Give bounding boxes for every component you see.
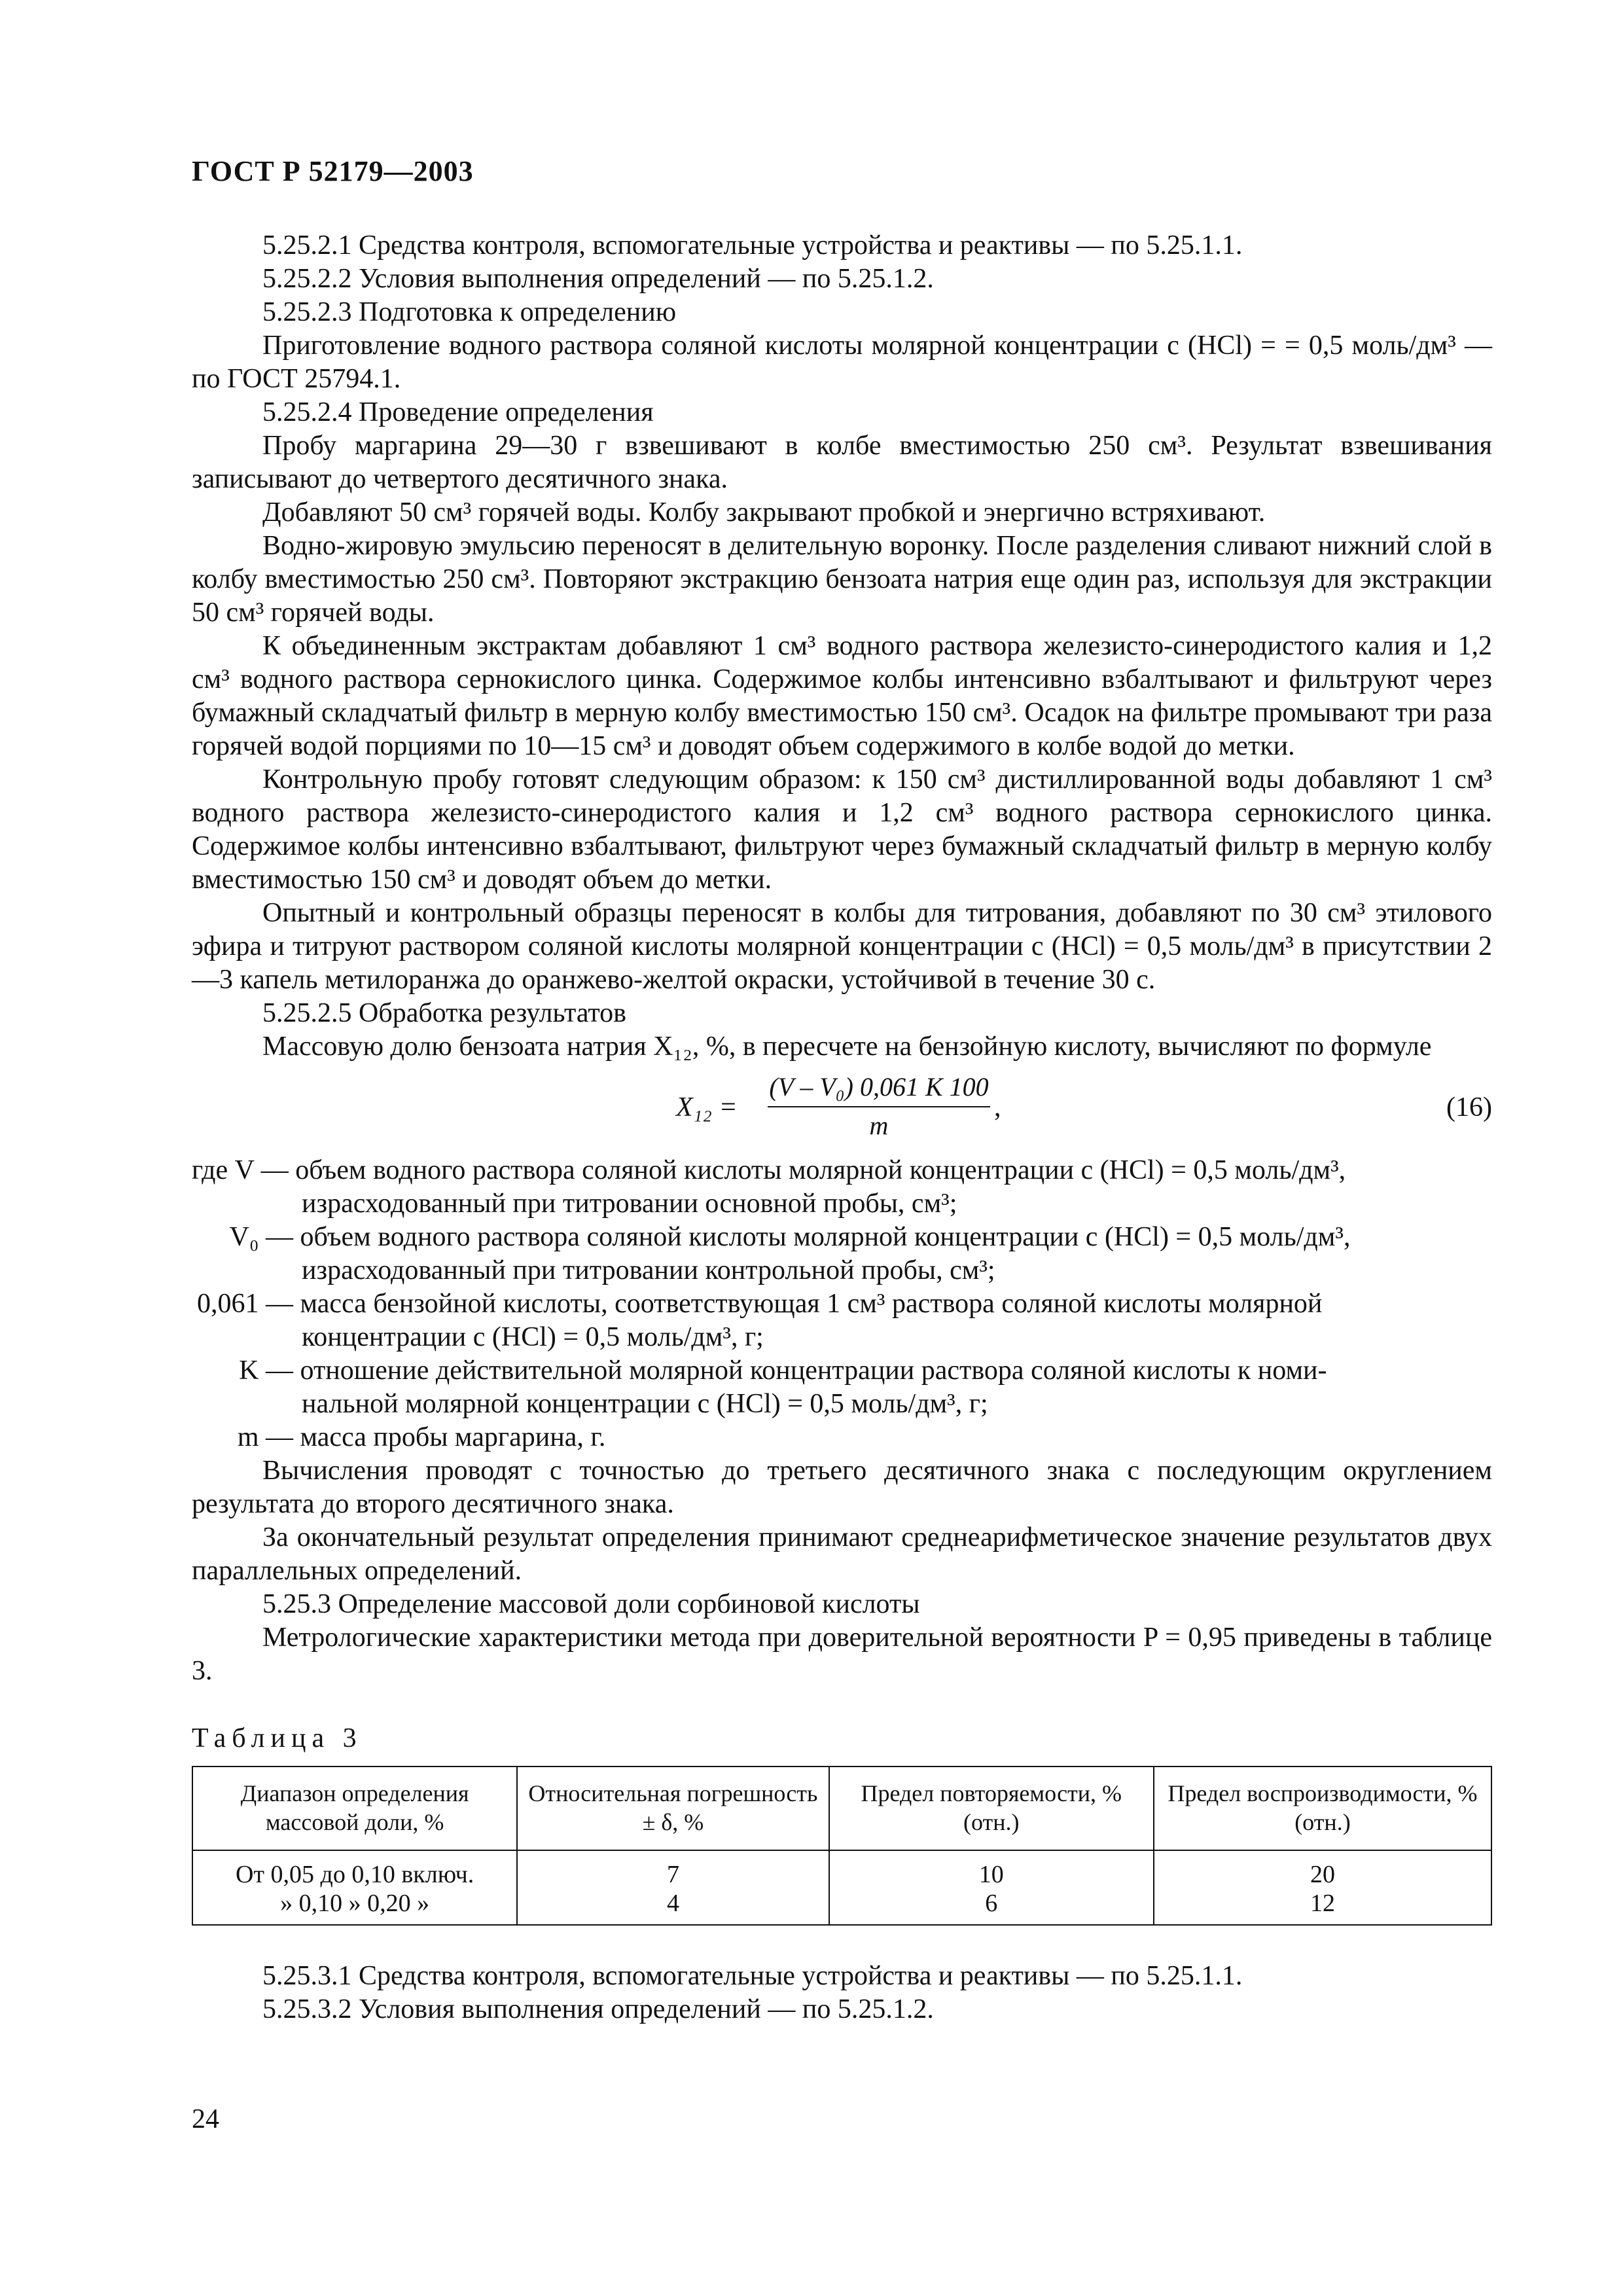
definition-continuation: концентрации c (HCl) = 0,5 моль/дм³, г; bbox=[302, 1322, 764, 1352]
paragraph: Опытный и контрольный образцы переносят в колбы для титрования, добавляют по 30 см³ этилового эфира и титруют раствором соляной кислоты молярной концентрации c (HCl) = 0,5 моль/дм³ в присутствии 2—3 капель метилоранжа до оранжево-желтой окраски, устойчивой в течение 30 с. bbox=[192, 898, 1492, 995]
table-caption: Таблица 3 bbox=[192, 1723, 363, 1753]
paragraph: Метрологические характеристики метода при доверительной вероятности P = 0,95 приведены в таблице 3. bbox=[192, 1623, 1492, 1686]
variable-definitions bbox=[192, 1154, 1492, 1454]
table-cell: 7 bbox=[517, 1850, 829, 1889]
paragraph: Контрольную пробу готовят следующим образом: к 150 см³ дистиллированной воды добавляют 1 см³ водного раствора железисто-синеродистого калия и 1,2 см³ водного раствора сернокислого цинка. Содержимое колбы интенсивно взбалтывают, фильтруют через бумажный складчатый фильтр в мерную колбу вместимостью 150 см³ и доводят объем до метки. bbox=[192, 764, 1492, 895]
formula-lhs: X₁₂ = bbox=[676, 1092, 738, 1122]
table-header-cell: Предел воспроизводимости, % (отн.) bbox=[1154, 1767, 1491, 1850]
table-cell: 4 bbox=[517, 1889, 829, 1925]
table-cell: 6 bbox=[829, 1889, 1154, 1925]
table-header-cell: Диапазон определения массовой доли, % bbox=[192, 1767, 517, 1850]
definition-text: объем водного раствора соляной кислоты молярной концентрации c (HCl) = 0,5 моль/дм³, bbox=[300, 1222, 1351, 1252]
definition-symbol: m — bbox=[237, 1422, 293, 1452]
table-cell: » 0,10 » 0,20 » bbox=[192, 1889, 517, 1925]
paragraph: За окончательный результат определения принимают среднеарифметическое значение результатов двух параллельных определений. bbox=[192, 1522, 1492, 1586]
paragraph: 5.25.3.2 Условия выполнения определений — по 5.25.1.2. bbox=[262, 1994, 934, 2024]
paragraph: 5.25.3.1 Средства контроля, вспомогательные устройства и реактивы — по 5.25.1.1. bbox=[262, 1961, 1243, 1991]
table-header-row bbox=[192, 1767, 1491, 1850]
table-header-cell: Относительная погрешность ± δ, % bbox=[517, 1767, 829, 1850]
definition-row bbox=[192, 1421, 1492, 1454]
definition-continuation: нальной молярной концентрации c (HCl) = 0,5 моль/дм³, г; bbox=[302, 1389, 988, 1419]
definition-text: отношение действительной молярной концентрации раствора соляной кислоты к номи- bbox=[300, 1355, 1327, 1386]
definition-continuation: израсходованный при титровании основной пробы, см³; bbox=[302, 1189, 957, 1219]
section-heading: 5.25.3 Определение массовой доли сорбиновой кислоты bbox=[262, 1589, 920, 1619]
table-cell: 20 bbox=[1154, 1850, 1491, 1889]
section-heading: 5.25.2.4 Проведение определения bbox=[262, 397, 654, 427]
document-header: ГОСТ Р 52179—2003 bbox=[192, 155, 474, 187]
section-heading: 5.25.2.5 Обработка результатов bbox=[262, 998, 627, 1028]
paragraph: К объединенным экстрактам добавляют 1 см³ водного раствора железисто-синеродистого калия и 1,2 см³ водного раствора сернокислого цинка. Содержимое колбы интенсивно взбалтывают и фильтруют через бумажный складчатый фильтр в мерную колбу вместимостью 150 см³. Осадок на фильтре промывают три раза горячей водой порциями по 10—15 см³ и доводят объем содержимого в колбе водой до метки. bbox=[192, 631, 1492, 761]
document-body bbox=[192, 229, 1492, 2026]
paragraph: Массовую долю бензоата натрия X₁₂, %, в пересчете на бензойную кислоту, вычисляют по формуле bbox=[262, 1031, 1432, 1062]
formula-16 bbox=[192, 1067, 1492, 1151]
definition-row bbox=[192, 1354, 1492, 1388]
table-3 bbox=[192, 1766, 1492, 1926]
paragraph: Вычисления проводят с точностью до третьего десятичного знака с последующим округлением результата до второго десятичного знака. bbox=[192, 1456, 1492, 1519]
paragraph: 5.25.2.1 Средства контроля, вспомогательные устройства и реактивы — по 5.25.1.1. bbox=[262, 230, 1243, 260]
table-row bbox=[192, 1850, 1491, 1889]
paragraph: Приготовление водного раствора соляной кислоты молярной концентрации c (HCl) = = 0,5 моль/дм³ — по ГОСТ 25794.1. bbox=[192, 331, 1492, 394]
definition-symbol: V₀ — bbox=[229, 1222, 293, 1252]
definition-text: масса пробы маргарина, г. bbox=[300, 1422, 606, 1452]
definition-continuation: израсходованный при титровании контрольной пробы, см³; bbox=[302, 1255, 995, 1285]
formula-number: (16) bbox=[1446, 1092, 1492, 1122]
paragraph: Пробу маргарина 29—30 г взвешивают в колбе вместимостью 250 см³. Результат взвешивания записывают до четвертого десятичного знака. bbox=[192, 431, 1492, 494]
formula-trail: , bbox=[994, 1092, 1001, 1122]
section-heading: 5.25.2.3 Подготовка к определению bbox=[262, 297, 677, 327]
paragraph: 5.25.2.2 Условия выполнения определений — по 5.25.1.2. bbox=[262, 264, 934, 294]
definition-symbol: где V — bbox=[192, 1155, 289, 1185]
definition-symbol: K — bbox=[239, 1355, 293, 1386]
formula-denominator: m bbox=[869, 1111, 889, 1140]
paragraph: Водно-жировую эмульсию переносят в делительную воронку. После разделения сливают нижний слой в колбу вместимостью 250 см³. Повторяют экстракцию бензоата натрия еще один раз, используя для экстракции 50 см³ горячей воды. bbox=[192, 531, 1492, 628]
definition-row bbox=[192, 1154, 1492, 1187]
table-row bbox=[192, 1889, 1491, 1925]
closing-section bbox=[192, 1960, 1492, 2026]
formula-numerator: (V – V₀) 0,061 K 100 bbox=[768, 1070, 990, 1107]
paragraph: Добавляют 50 см³ горячей воды. Колбу закрывают пробкой и энергично встряхивают. bbox=[262, 497, 1266, 528]
table-header-cell: Предел повторяемости, % (отн.) bbox=[829, 1767, 1154, 1850]
table-cell: 12 bbox=[1154, 1889, 1491, 1925]
table-cell: От 0,05 до 0,10 включ. bbox=[192, 1850, 517, 1889]
definition-text: объем водного раствора соляной кислоты молярной концентрации c (HCl) = 0,5 моль/дм³, bbox=[295, 1155, 1346, 1185]
page-number: 24 bbox=[192, 2104, 219, 2134]
definition-symbol: 0,061 — bbox=[197, 1289, 293, 1319]
definition-row bbox=[192, 1287, 1492, 1321]
definition-row bbox=[192, 1221, 1492, 1254]
table-cell: 10 bbox=[829, 1850, 1154, 1889]
formula-fraction bbox=[768, 1070, 990, 1142]
definition-text: масса бензойной кислоты, соответствующая 1 см³ раствора соляной кислоты молярной bbox=[300, 1289, 1323, 1319]
